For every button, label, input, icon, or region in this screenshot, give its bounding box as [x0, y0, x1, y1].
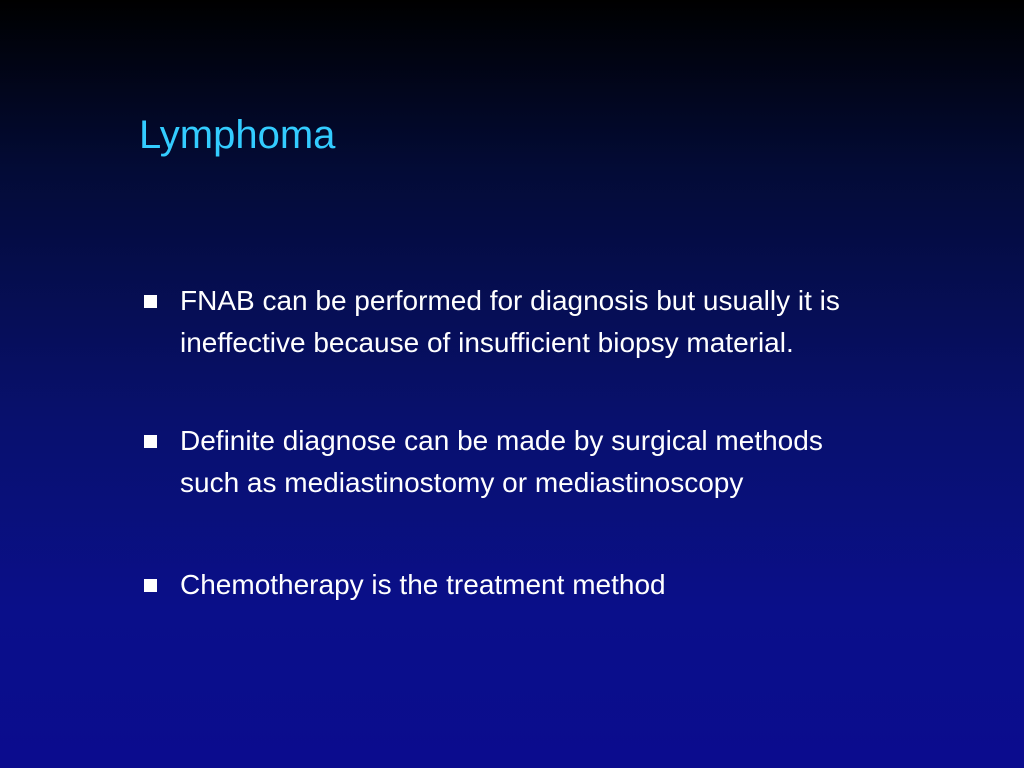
- bullet-text: Definite diagnose can be made by surgical methods such as mediastinostomy or mediastinoscopy: [180, 425, 823, 498]
- bullet-text: Chemotherapy is the treatment method: [180, 569, 666, 600]
- slide-title: Lymphoma: [139, 113, 336, 157]
- square-bullet-icon: [144, 579, 157, 592]
- square-bullet-icon: [144, 435, 157, 448]
- square-bullet-icon: [144, 295, 157, 308]
- bullet-text: FNAB can be performed for diagnosis but usually it is ineffective because of insufficient biopsy material.: [180, 285, 840, 358]
